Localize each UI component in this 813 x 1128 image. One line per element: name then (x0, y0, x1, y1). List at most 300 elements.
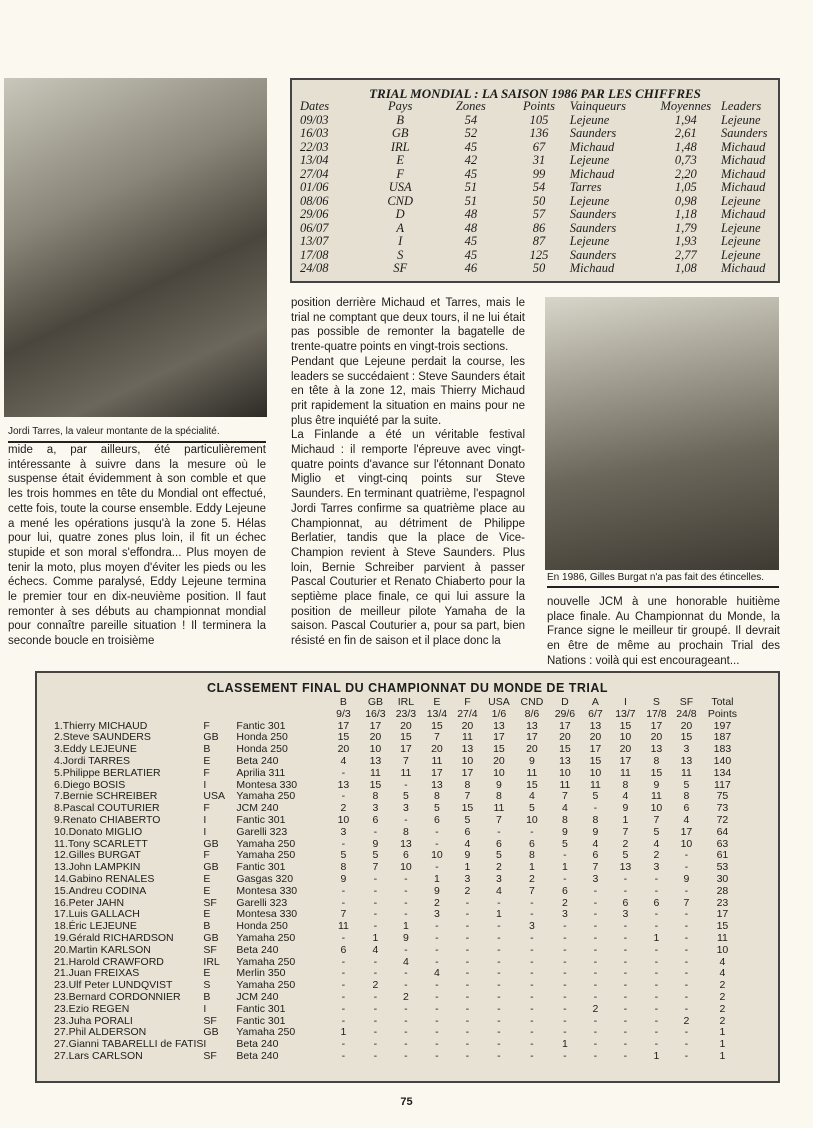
final-header-cell: I (623, 696, 627, 708)
season-cell: 2,20 (674, 166, 697, 181)
points-cell: - (654, 1038, 659, 1051)
rider-name: 18.Éric LEJEUNE (54, 920, 137, 933)
rider-machine: Garelli 323 (236, 896, 288, 909)
points-cell: - (563, 849, 567, 862)
season-cell: S (397, 247, 404, 262)
rider-machine: Montesa 330 (236, 908, 298, 921)
rider-machine: Beta 240 (236, 754, 279, 767)
points-cell: - (435, 861, 439, 874)
points-cell: 20 (680, 719, 693, 732)
points-cell: - (593, 955, 598, 968)
points-cell: 3 (434, 908, 440, 921)
points-cell: 15 (619, 719, 632, 732)
points-cell: 9 (529, 754, 535, 767)
points-cell: 10 (369, 743, 382, 756)
points-cell: 2 (403, 990, 409, 1003)
points-cell: 23 (716, 896, 729, 909)
points-cell: - (373, 1038, 378, 1051)
points-cell: 10 (589, 766, 602, 779)
rider-country: I (203, 813, 207, 826)
season-cell: Lejeune (720, 247, 761, 262)
points-cell: 2 (340, 802, 347, 815)
season-cell: 42 (464, 153, 478, 167)
points-cell: - (341, 1014, 346, 1027)
rider-machine: Aprilia 311 (236, 766, 286, 779)
points-cell: 13 (526, 719, 538, 732)
season-cell: Lejeune (569, 112, 610, 127)
points-cell: 9 (622, 802, 629, 815)
points-cell: 15 (650, 766, 663, 779)
season-cell: Tarres (569, 180, 602, 194)
points-cell: - (593, 967, 598, 980)
points-cell: 10 (526, 813, 538, 826)
rider-machine: Yamaha 250 (236, 837, 296, 850)
points-cell: 6 (529, 837, 535, 850)
standings-row (54, 768, 743, 780)
season-cell: 45 (464, 166, 478, 181)
points-cell: 8 (403, 825, 409, 838)
points-cell: - (404, 979, 408, 992)
rider-machine: Yamaha 250 (236, 955, 296, 968)
points-cell: - (497, 1014, 501, 1027)
points-cell: - (684, 979, 689, 992)
points-cell: 20 (650, 731, 663, 744)
points-cell: 15 (337, 731, 350, 744)
points-cell: - (563, 920, 567, 933)
standings-row (54, 1016, 743, 1028)
points-cell: 11 (526, 766, 538, 779)
rider-country: E (203, 967, 211, 980)
points-cell: - (341, 790, 346, 803)
rider-country: S (203, 979, 211, 992)
rider-machine: Fantic 301 (236, 719, 286, 732)
final-header-cell: D (561, 696, 569, 708)
season-cell: B (396, 112, 404, 127)
rider-name: 27.Phil ALDERSON (54, 1026, 147, 1039)
points-cell: - (530, 825, 534, 838)
points-cell: 30 (716, 872, 729, 885)
points-cell: - (530, 990, 534, 1003)
photo-jordi-tarres (4, 78, 267, 417)
season-cell: 1,08 (674, 261, 697, 275)
rider-machine: Yamaha 250 (236, 790, 296, 803)
article-paragraph: La Finlande a été un véritable festival Michaud : il remporte l'épreuve avec vingt-quatre points d'avance sur l'étonnant Donato Miglio et vingt-cinq points sur Steve Saunders. En terminant quatrième, l'espagnol Jordi Tarres confirme sa quatrième place au Championnat, au détriment de Philippe Berlatier, tandis que la place de Vice-Champion revient à Steve Saunders. Plus loin, Bernie Schreiber parvient à passer Pascal Couturier et Renato Chiaberto pour la septième place finale, ce qui lui assure la position de meilleur pilote Yamaha de la saison. Pascal Couturier a, pour sa part, bien résisté en fin de saison et il place donc la (291, 429, 525, 648)
points-cell: 17 (559, 719, 571, 732)
points-cell: 4 (372, 943, 379, 956)
points-cell: 3 (340, 825, 347, 838)
rider-machine: Gasgas 320 (236, 872, 294, 885)
rider-machine: Yamaha 250 (236, 979, 296, 992)
season-cell: Saunders (569, 207, 617, 221)
points-cell: 15 (559, 743, 571, 756)
points-cell: - (435, 931, 439, 944)
points-cell: 9 (562, 825, 568, 838)
season-cell: 27/04 (300, 166, 329, 181)
points-cell: 9 (464, 849, 471, 862)
points-cell: - (404, 872, 408, 885)
rider-country: E (203, 884, 211, 897)
standings-row (54, 780, 743, 792)
season-cell: I (398, 234, 403, 248)
points-cell: - (404, 778, 408, 791)
points-cell: 7 (653, 813, 660, 826)
points-cell: 8 (562, 813, 568, 826)
points-cell: 5 (562, 837, 568, 850)
points-cell: - (373, 884, 378, 897)
points-cell: - (373, 1026, 378, 1039)
rider-country: USA (203, 790, 226, 803)
points-cell: - (530, 1049, 534, 1062)
points-cell: - (497, 955, 501, 968)
points-cell: - (435, 1002, 439, 1015)
rider-machine: Yamaha 250 (236, 931, 296, 944)
points-cell: 187 (713, 731, 732, 744)
rider-machine: Fantic 301 (236, 813, 286, 826)
header-spacer (203, 697, 236, 709)
standings-row (54, 898, 743, 910)
points-cell: 17 (369, 719, 382, 732)
rider-machine: Beta 240 (236, 943, 279, 956)
points-cell: - (341, 837, 346, 850)
points-cell: - (373, 967, 378, 980)
points-cell: - (623, 931, 628, 944)
points-cell: - (684, 967, 689, 980)
points-cell: 2 (653, 849, 660, 862)
points-cell: - (623, 979, 628, 992)
rider-machine: Merlin 350 (236, 967, 286, 980)
points-cell: 11 (431, 754, 443, 767)
standings-row (54, 933, 743, 945)
season-cell: CND (387, 193, 414, 208)
points-cell: 15 (493, 743, 505, 756)
standings-row (54, 1004, 743, 1016)
rider-name: 3.Eddy LEJEUNE (54, 743, 137, 756)
points-cell: 2 (622, 837, 629, 850)
season-cell: 0,98 (674, 193, 697, 208)
season-cell: 22/03 (300, 139, 329, 154)
points-cell: - (404, 1038, 408, 1051)
points-cell: - (465, 1014, 470, 1027)
rider-country: SF (203, 896, 217, 909)
points-cell: 8 (434, 790, 440, 803)
standings-row (54, 945, 743, 957)
points-cell: 2 (719, 1014, 726, 1027)
standings-row (54, 886, 743, 898)
season-cell: Lejeune (720, 234, 761, 248)
final-header-cell: Total (711, 696, 734, 708)
points-cell: - (563, 1014, 567, 1027)
points-cell: - (404, 813, 408, 826)
points-cell: 17 (526, 731, 538, 744)
season-cell: 08/06 (300, 193, 329, 208)
points-cell: 9 (496, 778, 502, 791)
points-cell: - (404, 1014, 408, 1027)
points-cell: - (404, 943, 408, 956)
season-header-cell: Pays (388, 99, 413, 113)
season-cell: 67 (532, 139, 546, 154)
points-cell: 11 (337, 920, 349, 933)
season-cell: E (396, 153, 404, 167)
standings-row (54, 909, 743, 921)
points-cell: 20 (619, 743, 632, 756)
points-cell: 5 (683, 778, 690, 791)
season-table (300, 100, 778, 276)
points-cell: - (563, 1026, 567, 1039)
season-cell: D (395, 207, 405, 221)
season-cell: Lejeune (569, 153, 610, 167)
points-cell: - (497, 1002, 501, 1015)
rider-country: F (203, 802, 210, 815)
season-table-row (300, 154, 778, 168)
final-header-cell: 9/3 (336, 707, 351, 720)
points-cell: - (497, 1038, 501, 1051)
points-cell: - (593, 979, 598, 992)
points-cell: - (623, 1014, 628, 1027)
points-cell: - (530, 1002, 534, 1015)
final-header-cell: 29/6 (554, 707, 576, 720)
points-cell: 13 (400, 837, 412, 850)
points-cell: 134 (713, 766, 732, 779)
points-cell: - (373, 1002, 378, 1015)
points-cell: - (465, 955, 470, 968)
points-cell: 6 (372, 813, 379, 826)
rider-country: B (203, 743, 211, 756)
points-cell: 7 (403, 754, 409, 767)
season-cell: 24/08 (300, 261, 329, 275)
rider-name: 19.Gérald RICHARDSON (54, 931, 174, 944)
points-cell: 15 (431, 719, 443, 732)
points-cell: 5 (496, 849, 502, 862)
final-header-cell: GB (367, 696, 383, 708)
points-cell: 7 (562, 790, 568, 803)
points-cell: 64 (716, 825, 729, 838)
points-cell: 8 (372, 790, 379, 803)
points-cell: 2 (372, 979, 379, 992)
points-cell: 4 (529, 790, 535, 803)
points-cell: 6 (434, 813, 440, 826)
points-cell: - (684, 1002, 689, 1015)
points-cell: 10 (559, 766, 571, 779)
season-cell: Lejeune (720, 112, 761, 127)
points-cell: 3 (464, 872, 471, 885)
points-cell: 4 (592, 837, 599, 850)
points-cell: 17 (493, 731, 505, 744)
points-cell: - (530, 908, 534, 921)
points-cell: 17 (589, 743, 602, 756)
season-cell: Lejeune (720, 220, 761, 235)
points-cell: 1 (719, 1038, 726, 1051)
final-header-cell: 24/8 (676, 707, 697, 720)
header-spacer (54, 697, 203, 709)
points-cell: - (373, 1014, 378, 1027)
points-cell: 4 (340, 754, 347, 767)
points-cell: - (465, 979, 470, 992)
points-cell: - (623, 872, 628, 885)
points-cell: - (563, 979, 567, 992)
points-cell: - (530, 979, 534, 992)
points-cell: 6 (653, 896, 660, 909)
season-cell: Michaud (569, 139, 615, 154)
points-cell: - (623, 1026, 628, 1039)
points-cell: - (373, 955, 378, 968)
points-cell: - (563, 931, 567, 944)
points-cell: 4 (719, 967, 726, 980)
season-cell: 13/07 (300, 234, 329, 248)
points-cell: 2 (719, 979, 726, 992)
points-cell: - (404, 1002, 408, 1015)
season-cell: 46 (464, 261, 478, 275)
season-cell: 1,93 (674, 234, 697, 248)
season-stats-box (290, 78, 780, 283)
points-cell: 4 (622, 790, 629, 803)
season-header-cell: Points (523, 99, 555, 113)
season-cell: 136 (529, 126, 549, 140)
points-cell: - (530, 1014, 534, 1027)
season-cell: 50 (532, 193, 546, 208)
points-cell: - (593, 802, 598, 815)
rider-name: 23.Ulf Peter LUNDQVIST (54, 979, 173, 992)
points-cell: 3 (496, 872, 502, 885)
points-cell: - (623, 1002, 628, 1015)
season-table-row (300, 249, 778, 263)
rider-name: 23.Bernard CORDONNIER (54, 990, 181, 1003)
points-cell: 15 (400, 731, 412, 744)
season-cell: 17/08 (300, 247, 329, 262)
season-cell: 45 (464, 234, 478, 248)
season-cell: 48 (464, 220, 478, 235)
rider-country: B (203, 990, 211, 1003)
season-table-row (300, 222, 778, 236)
points-cell: - (435, 825, 439, 838)
rider-machine: JCM 240 (236, 990, 279, 1003)
final-header-cell: USA (488, 696, 510, 708)
final-header-cell: 13/4 (426, 707, 448, 720)
points-cell: 8 (683, 790, 690, 803)
season-cell: 29/06 (300, 207, 329, 221)
rider-country: B (203, 920, 211, 933)
points-cell: - (593, 908, 598, 921)
points-cell: - (373, 920, 378, 933)
points-cell: 2 (529, 872, 535, 885)
points-cell: 4 (683, 813, 690, 826)
points-cell: 20 (461, 719, 474, 732)
season-cell: 87 (532, 234, 546, 248)
points-cell: 3 (562, 908, 568, 921)
points-cell: 4 (719, 955, 726, 968)
season-cell: 0,73 (674, 153, 697, 167)
points-cell: 15 (589, 754, 602, 767)
points-cell: - (530, 943, 534, 956)
header-spacer (236, 697, 326, 709)
points-cell: 2 (562, 896, 568, 909)
points-cell: - (497, 931, 501, 944)
points-cell: - (465, 1026, 470, 1039)
points-cell: 10 (337, 813, 350, 826)
season-cell: 16/03 (300, 126, 329, 140)
rider-name: 21.Juan FREIXAS (54, 967, 140, 980)
rider-machine: Yamaha 250 (236, 849, 296, 862)
points-cell: 9 (340, 872, 347, 885)
points-cell: 6 (683, 802, 690, 815)
points-cell: - (530, 1038, 534, 1051)
points-cell: 20 (337, 743, 350, 756)
points-cell: 6 (403, 849, 409, 862)
points-cell: - (654, 979, 659, 992)
points-cell: 1 (496, 908, 502, 921)
points-cell: 10 (716, 943, 729, 956)
rider-name: 11.Tony SCARLETT (54, 837, 148, 850)
season-table-title: TRIAL MONDIAL : LA SAISON 1986 PAR LES CHIFFRES (369, 86, 701, 101)
rider-country: F (203, 766, 210, 779)
season-cell: 31 (532, 153, 546, 167)
season-cell: 54 (464, 112, 478, 127)
points-cell: - (435, 955, 439, 968)
points-cell: 3 (622, 908, 629, 921)
rider-country: IRL (203, 955, 220, 968)
points-cell: 11 (619, 766, 631, 779)
season-cell: 2,61 (674, 126, 697, 140)
points-cell: 5 (372, 849, 379, 862)
points-cell: 13 (619, 861, 632, 874)
season-cell: 105 (529, 112, 549, 127)
points-cell: - (341, 896, 346, 909)
rider-country: GB (203, 861, 219, 874)
article-paragraph: Pendant que Lejeune perdait la course, les leaders se succédaient : Steve Saunders était en tête à la zone 12, mais Thierry Michaud prit rapidement la situation en mains pour ne plus être inquiété par la suite. (291, 355, 525, 427)
standings-row (54, 756, 743, 768)
points-cell: 3 (529, 920, 535, 933)
season-table-row (300, 168, 778, 182)
season-cell: 1,94 (674, 112, 697, 127)
rider-machine: Beta 240 (236, 1049, 279, 1062)
points-cell: 1 (719, 1026, 726, 1039)
rider-name: 27.Gianni TABARELLI de FATIS (54, 1038, 204, 1051)
final-header-cell: E (433, 696, 441, 708)
points-cell: 5 (403, 790, 409, 803)
rider-country: I (203, 778, 207, 791)
points-cell: 7 (496, 813, 502, 826)
points-cell: - (497, 967, 501, 980)
rider-name: 23.Ezio REGEN (54, 1002, 130, 1015)
points-cell: - (623, 1038, 628, 1051)
header-spacer (54, 709, 203, 721)
standings-row (54, 1039, 743, 1051)
season-cell: Saunders (569, 247, 617, 262)
points-cell: - (684, 1026, 689, 1039)
season-cell: 1,18 (674, 207, 697, 221)
points-cell: - (563, 1002, 567, 1015)
points-cell: 61 (716, 849, 729, 862)
points-cell: - (465, 920, 470, 933)
points-cell: - (341, 955, 346, 968)
points-cell: 2 (434, 896, 440, 909)
season-cell: 01/06 (300, 180, 329, 194)
season-table-header (300, 100, 778, 114)
points-cell: - (593, 1014, 598, 1027)
season-cell: USA (388, 180, 412, 194)
points-cell: - (435, 837, 439, 850)
season-cell: SF (393, 261, 408, 275)
season-cell: Michaud (720, 261, 766, 275)
points-cell: 8 (340, 861, 347, 874)
points-cell: - (593, 943, 598, 956)
points-cell: - (654, 920, 659, 933)
points-cell: - (435, 1049, 439, 1062)
rider-country: GB (203, 731, 219, 744)
points-cell: 17 (461, 766, 474, 779)
points-cell: 1 (719, 1049, 726, 1062)
points-cell: - (593, 884, 598, 897)
points-cell: 13 (559, 754, 571, 767)
